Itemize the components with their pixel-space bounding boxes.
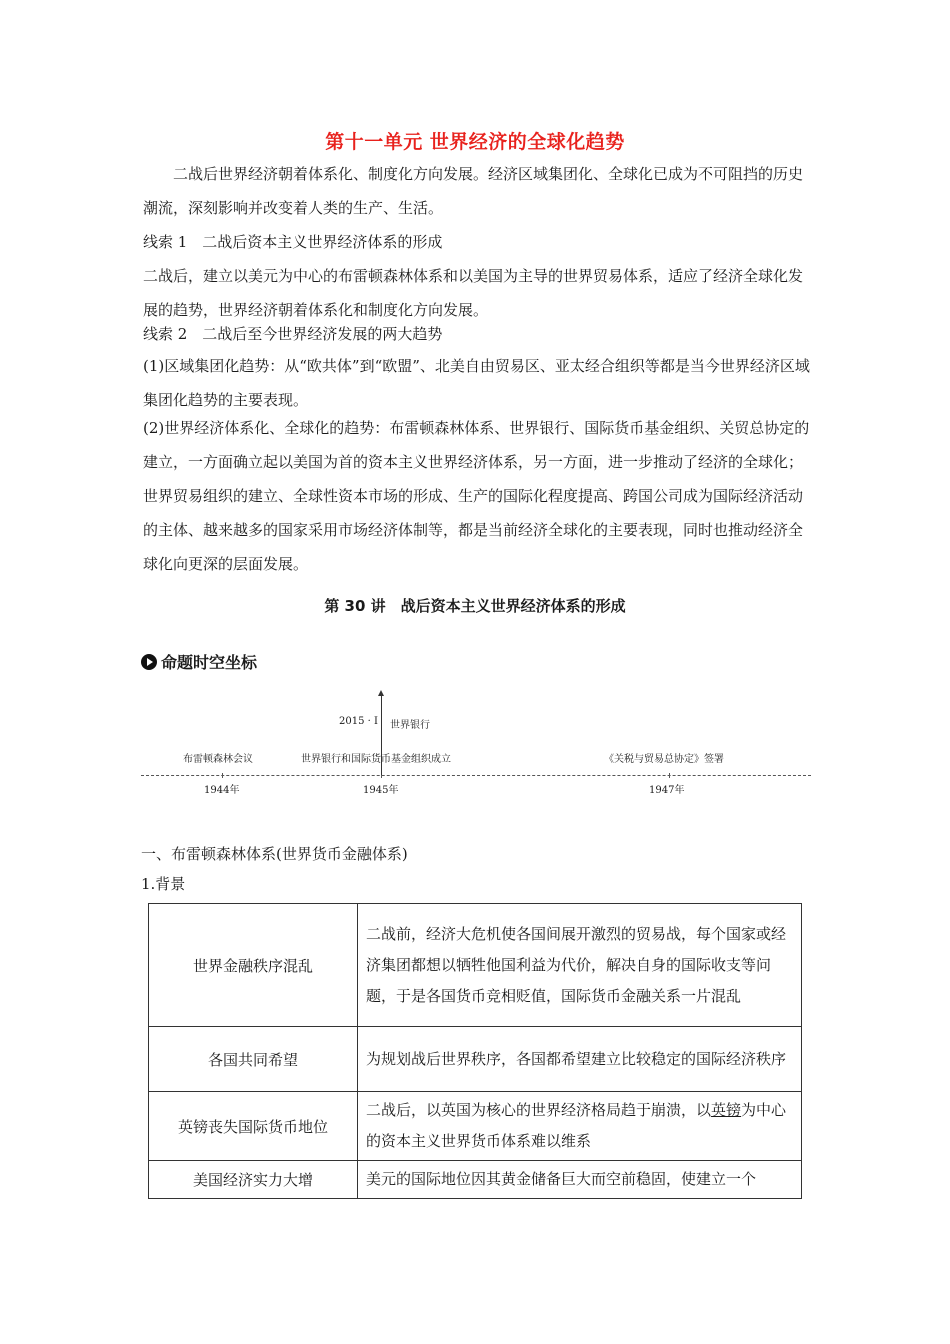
heading-background: 1.背景 (141, 875, 186, 893)
section-heading (141, 650, 257, 673)
intro-paragraph: 二战后世界经济朝着体系化、制度化方向发展。经济区域集团化、全球化已成为不可阻挡的历史潮流，深刻影响并改变着人类的生产、生活。 (143, 165, 804, 217)
lesson-title: 第 30 讲 战后资本主义世界经济体系的形成 (324, 597, 626, 615)
table-row (149, 1161, 802, 1199)
timeline-axis (141, 775, 811, 776)
row-text (358, 1092, 802, 1161)
underlined-term: 英镑 (711, 1101, 742, 1119)
row-label: 英镑丧失国际货币地位 (149, 1092, 358, 1161)
exam-tag: 2015 · Ⅰ (339, 716, 378, 727)
table-row (149, 904, 802, 1027)
timeline-year-1944: 1944年 (204, 785, 240, 796)
background-table (148, 903, 802, 1199)
timeline-event-1944: 布雷顿森林会议 (183, 754, 253, 765)
timeline-year-1947: 1947年 (649, 785, 685, 796)
play-circle-icon (141, 654, 157, 670)
row-label: 美国经济实力大增 (149, 1161, 358, 1199)
timeline-diagram (141, 690, 811, 800)
row-text-part: 二战后，以英国为核心的世界经济格局趋于崩溃，以 (366, 1101, 712, 1119)
timeline-tick (669, 773, 670, 778)
table-row (149, 1027, 802, 1092)
row-text: 为规划战后世界秩序，各国都希望建立比较稳定的国际经济秩序 (358, 1027, 802, 1092)
row-text: 二战前，经济大危机使各国间展开激烈的贸易战，每个国家或经济集团都想以牺牲他国利益为代价，解决自身的国际收支等问题，于是各国货币竞相贬值，国际货币金融关系一片混乱 (358, 904, 802, 1027)
timeline-event-1947: 《关税与贸易总协定》签署 (604, 754, 724, 765)
clue2-title: 线索 2 二战后至今世界经济发展的两大趋势 (143, 325, 443, 343)
timeline-event-1945: 世界银行和国际货币基金组织成立 (301, 754, 451, 765)
heading-bretton-woods: 一、布雷顿森林体系(世界货币金融体系) (141, 845, 408, 863)
table-row (149, 1092, 802, 1161)
timeline-year-1945: 1945年 (363, 785, 399, 796)
clue2-point1: (1)区域集团化趋势：从“欧共体”到“欧盟”、北美自由贸易区、亚太经合组织等都是当今世界经济区域集团化趋势的主要表现。 (143, 357, 810, 409)
clue1-title: 线索 1 二战后资本主义世界经济体系的形成 (143, 233, 443, 251)
clue2-point2: (2)世界经济体系化、全球化的趋势：布雷顿森林体系、世界银行、国际货币基金组织、关贸总协定的建立，一方面确立起以美国为首的资本主义世界经济体系，另一方面，进一步推动了经济的全球化；世界贸易组织的建立、全球性资本市场的形成、生产的国际化程度提高、跨国公司成为国际经济活动的主体、越来越多的国家采用市场经济体制等，都是当前经济全球化的主要表现，同时也推动经济全球化向更深的层面发展。 (143, 419, 810, 573)
row-label: 世界金融秩序混乱 (149, 904, 358, 1027)
row-label: 各国共同希望 (149, 1027, 358, 1092)
unit-title: 第十一单元 世界经济的全球化趋势 (325, 131, 625, 153)
row-text-part: 为中心的资本主义世界货币体系难以维系 (366, 1101, 787, 1150)
section-heading-label: 命题时空坐标 (161, 653, 258, 672)
row-text: 美元的国际地位因其黄金储备巨大而空前稳固，使建立一个 (358, 1161, 802, 1199)
clue1-text: 二战后，建立以美元为中心的布雷顿森林体系和以美国为主导的世界贸易体系，适应了经济全球化发展的趋势，世界经济朝着体系化和制度化方向发展。 (143, 267, 804, 319)
exam-topic: 世界银行 (390, 720, 430, 731)
timeline-tick (222, 773, 223, 778)
